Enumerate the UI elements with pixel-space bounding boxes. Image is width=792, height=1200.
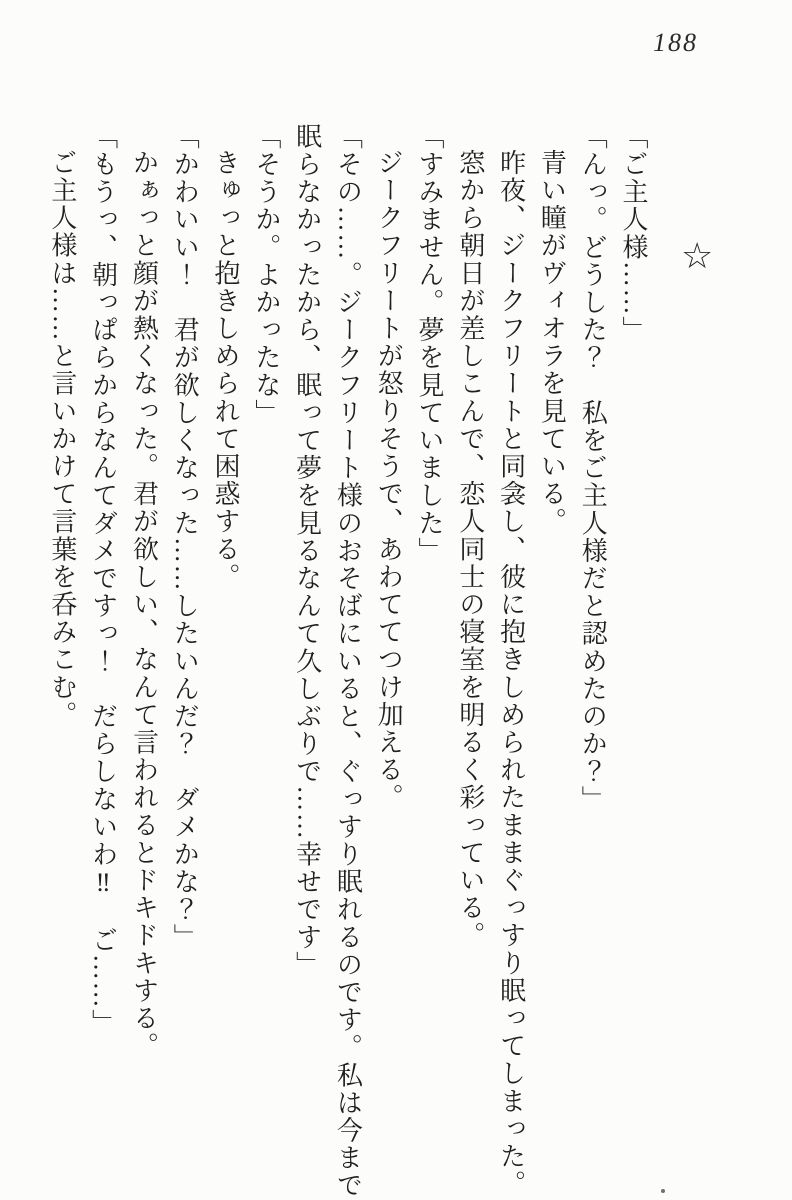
paragraph: きゅっと抱きしめられて困惑する。 xyxy=(211,149,241,591)
section-divider xyxy=(681,238,713,274)
paragraph: 昨夜、ジークフリートと同衾し、彼に抱きしめられたままぐっすり眠ってしまった。 xyxy=(496,149,526,1198)
paragraph: かぁっと顔が熱くなった。君が欲しい、なんて言われるとドキドキする。 xyxy=(129,149,159,1060)
paragraph: 「かわいい！ 君が欲しくなった……したいんだ？ ダメかな？」 xyxy=(170,123,200,951)
paragraph: 「もうっ、朝っぱらからなんてダメですっ！ だらしないわ‼ ご……」 xyxy=(88,123,118,1037)
paragraph: 「ご主人様……」 xyxy=(619,123,648,344)
ink-speck xyxy=(661,1189,665,1193)
text-block xyxy=(41,123,653,1200)
paragraph: 「んっ。どうした？ 私をご主人様だと認めたのか？」 xyxy=(578,123,608,813)
star-icon: ☆ xyxy=(681,236,714,276)
paragraph: 窓から朝日が差しこんで、恋人同士の寝室を明るく彩っている。 xyxy=(455,149,485,950)
paragraph: 「すみません。夢を見ていました」 xyxy=(415,123,445,565)
paragraph: ジークフリートが怒りそうで、あわててつけ加える。 xyxy=(374,149,404,812)
paragraph: 「そうか。よかったな」 xyxy=(251,123,281,427)
page-number: 188 xyxy=(653,28,698,57)
paragraph: 青い瞳がヴィオラを見ている。 xyxy=(537,149,567,536)
paragraph: ご主人様は……と言いかけて言葉を呑みこむ。 xyxy=(47,149,77,729)
paragraph: 「その……。ジークフリート様のおそばにいると、ぐっすり眠れるのです。私は今まで眠らなかったから、眠って夢を見るなんて久しぶりで……幸せです」 xyxy=(292,123,363,1200)
